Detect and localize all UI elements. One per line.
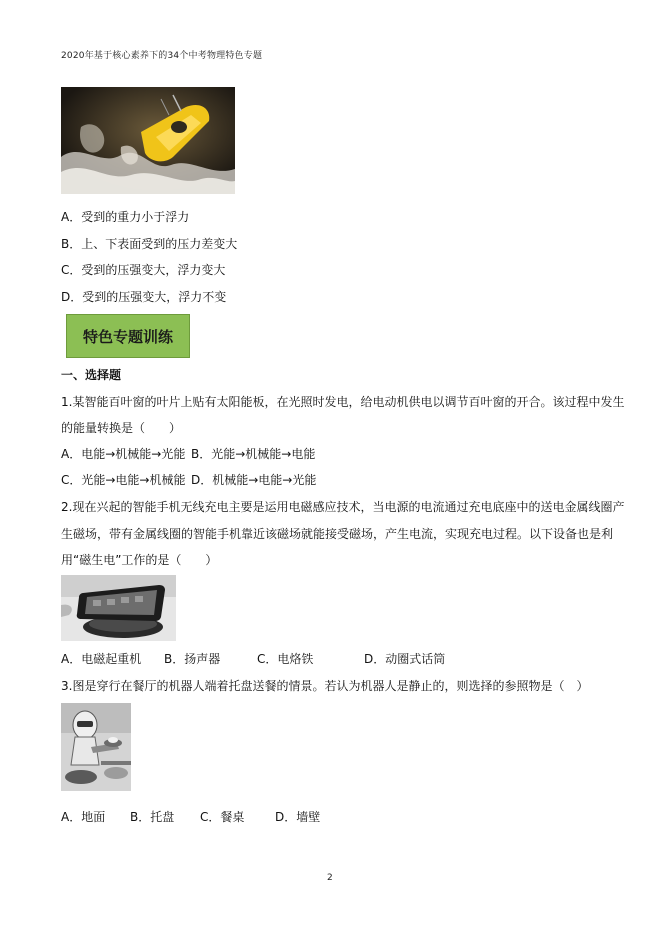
option-d: D．受到的压强变大，浮力不变 [61, 290, 227, 304]
q1-stem-line1: 1.某智能百叶窗的叶片上贴有太阳能板，在光照时发电，给电动机供电以调节百叶窗的开合。该过程中发生 [61, 395, 625, 409]
q2-stem-line3: 用“磁生电”工作的是（ ） [61, 553, 218, 567]
option-a: A．受到的重力小于浮力 [61, 210, 190, 224]
q2-stem-line2: 生磁场，带有金属线圈的智能手机靠近该磁场就能接受磁场，产生电流，实现充电过程。以下设备也是利 [61, 527, 614, 541]
q3-option-c: C．餐桌 [200, 810, 245, 824]
q1-stem-line2: 的能量转换是（ ） [61, 421, 182, 435]
submarine-photo [61, 87, 235, 194]
restaurant-robot-photo [61, 703, 131, 791]
page-header: 2020年基于核心素养下的34个中考物理特色专题 [61, 51, 263, 61]
q2-stem-line1: 2.现在兴起的智能手机无线充电主要是运用电磁感应技术，当电源的电流通过充电底座中的送电金属线圈产 [61, 500, 625, 514]
q2-option-c: C．电烙铁 [257, 652, 314, 666]
q3-stem: 3.图是穿行在餐厅的机器人端着托盘送餐的情景。若认为机器人是静止的，则选择的参照物是（ ） [61, 679, 589, 693]
q1-option-a: A．电能→机械能→光能 [61, 447, 186, 461]
q3-option-a: A．地面 [61, 810, 106, 824]
option-b: B．上、下表面受到的压力差变大 [61, 237, 238, 251]
option-c: C．受到的压强变大，浮力变大 [61, 263, 226, 277]
q2-option-b: B．扬声器 [164, 652, 221, 666]
q3-option-d: D．墙壁 [275, 810, 321, 824]
q1-option-d: D．机械能→电能→光能 [191, 473, 317, 487]
section-title: 一、选择题 [61, 368, 122, 382]
q3-option-b: B．托盘 [130, 810, 175, 824]
page-number: 2 [327, 873, 333, 883]
q2-option-a: A．电磁起重机 [61, 652, 142, 666]
q1-option-b: B．光能→机械能→电能 [191, 447, 316, 461]
q1-option-c: C．光能→电能→机械能 [61, 473, 186, 487]
section-banner: 特色专题训练 [66, 314, 190, 358]
q2-option-d: D．动圈式话筒 [364, 652, 446, 666]
wireless-charging-photo [61, 575, 176, 641]
